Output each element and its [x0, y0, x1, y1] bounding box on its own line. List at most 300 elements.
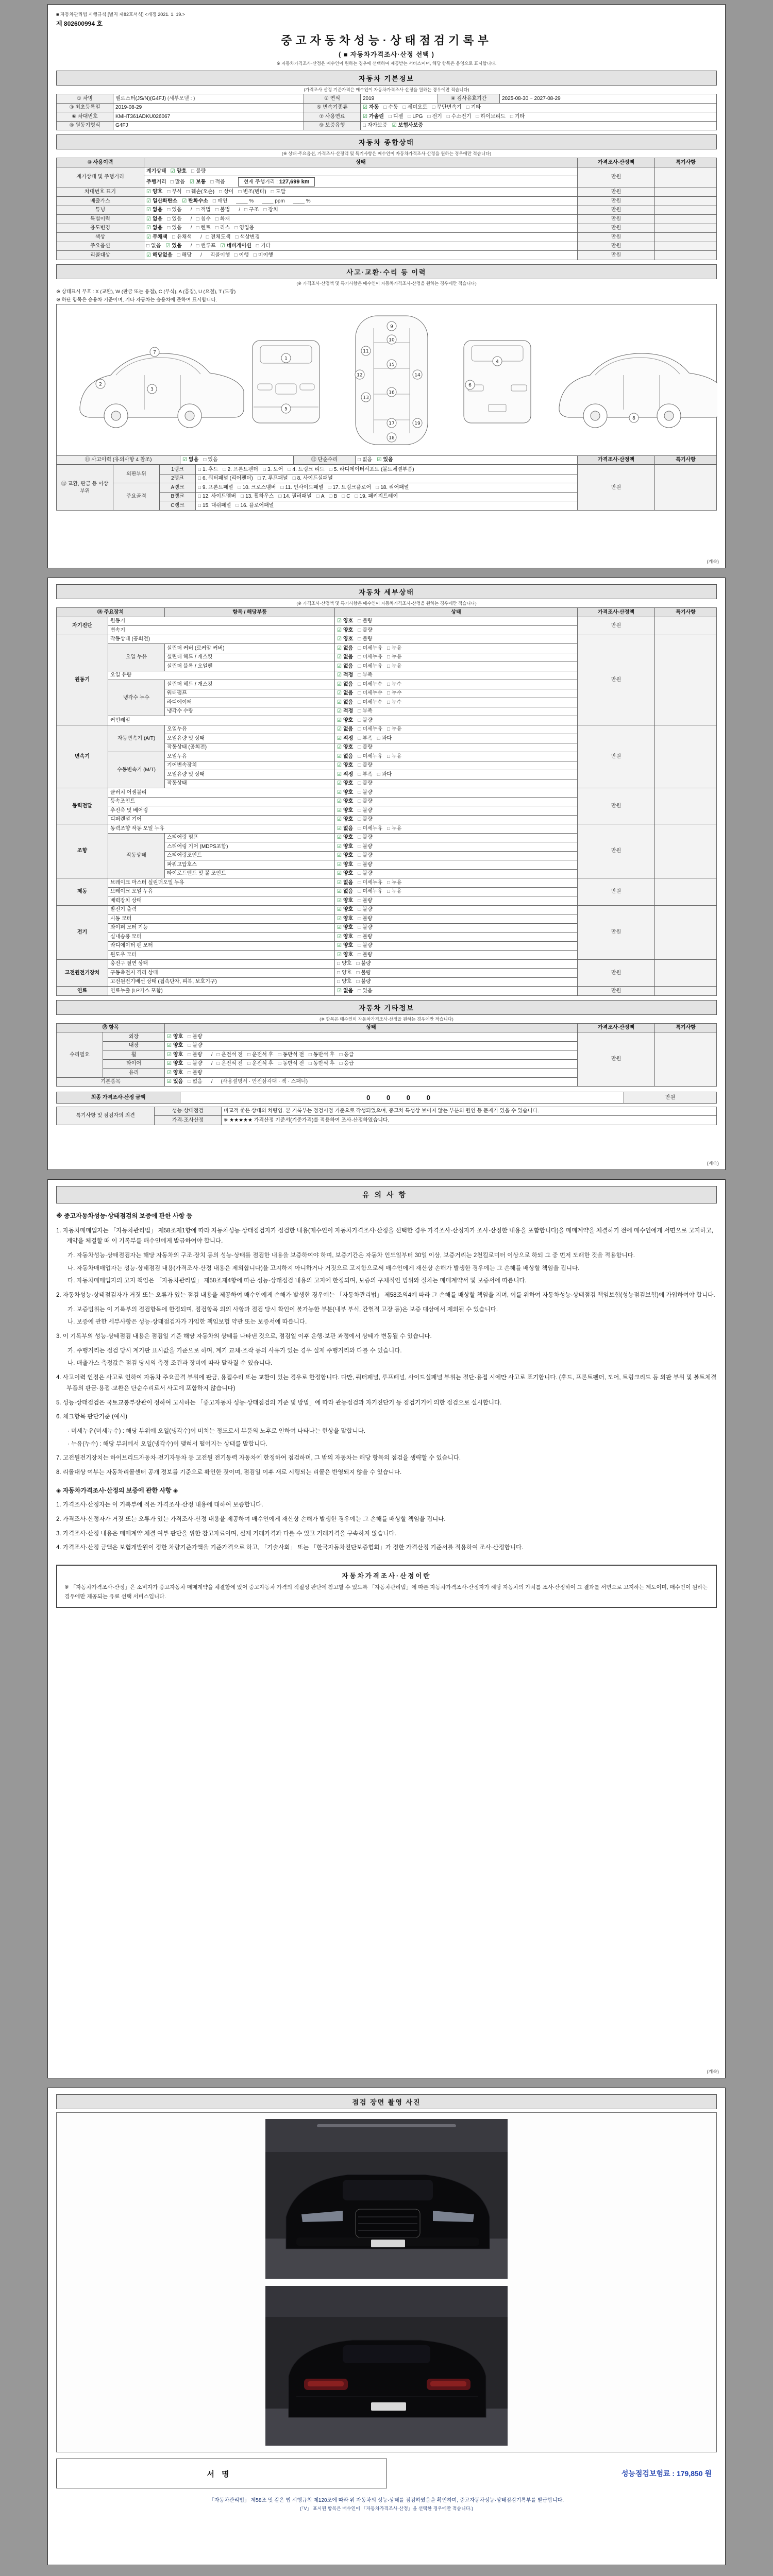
checkbox[interactable]: □ 화재	[215, 216, 230, 222]
panel-items	[196, 474, 578, 483]
rank-label: B랭크	[160, 492, 196, 501]
checkbox[interactable]: □ 4. 트렁크 리드	[288, 466, 325, 472]
checkbox[interactable]: □ 부족	[358, 672, 373, 678]
checkbox[interactable]: □ 불량	[191, 168, 206, 174]
checkbox[interactable]: □ 불량	[358, 781, 373, 786]
checkbox[interactable]: □ 부족	[358, 771, 373, 777]
field-value: KMHT361ADKU026067	[113, 112, 304, 122]
checkbox[interactable]: □ 불량	[356, 961, 371, 967]
checkbox[interactable]: □ 19. 패키지트레이	[355, 494, 398, 500]
state-cell	[144, 176, 578, 188]
state-cell	[335, 969, 578, 978]
item-label: 윈도우 모터	[108, 951, 335, 960]
checkbox[interactable]: □ 있음	[358, 988, 373, 994]
state-cell	[335, 869, 578, 878]
checkbox[interactable]: ☑ 없음	[337, 654, 354, 660]
checkbox[interactable]: □ 침수	[196, 216, 211, 222]
final-price-unit: 만원	[624, 1092, 717, 1104]
checkbox[interactable]: □ 무단변속기	[432, 105, 462, 110]
diagram-number: 19	[414, 421, 421, 427]
checkbox[interactable]: □ 미세누유	[358, 879, 382, 886]
checkbox[interactable]: □ 불량	[358, 807, 373, 814]
field-value: G4FJ	[113, 121, 304, 130]
field-value: 2019	[361, 94, 438, 104]
car-rear-view	[464, 341, 531, 423]
state-cell	[144, 197, 578, 206]
checkbox[interactable]: ☑ 양호	[337, 762, 354, 768]
checkbox[interactable]: ☑ 양호	[337, 934, 354, 940]
checkbox[interactable]: □ 자가보증	[363, 123, 388, 128]
checkbox[interactable]: □ 불량	[358, 717, 373, 723]
checkbox[interactable]: □ 11. 인사이드패널	[280, 484, 324, 490]
checkbox[interactable]: ☑ 없음	[337, 879, 354, 886]
checkbox[interactable]: ☑ 자동	[363, 105, 379, 110]
checkbox[interactable]: □ 많음	[170, 179, 186, 185]
checkbox[interactable]: □ 기타	[466, 105, 481, 110]
item-label: 오일누유	[165, 725, 335, 734]
inspector-opinion-table	[56, 1107, 717, 1125]
checkbox[interactable]: □ 장치	[263, 207, 278, 213]
column-header: 특기사항	[655, 608, 717, 617]
checkbox[interactable]: □ 세미오토	[402, 105, 428, 110]
checkbox[interactable]: ☑ 양호	[167, 1052, 183, 1058]
checkbox[interactable]: ☑ 양호	[337, 843, 354, 850]
checkbox[interactable]: □ 이행	[234, 252, 249, 258]
price-field: 만원	[578, 959, 655, 987]
checkbox[interactable]: ☑ 없음	[146, 216, 163, 222]
checkbox[interactable]: □ 운전석 후	[247, 1061, 274, 1066]
checkbox[interactable]: ☑ 없음	[337, 645, 354, 651]
checkbox[interactable]: □ 과다	[377, 771, 392, 777]
state-cell	[165, 1032, 578, 1042]
checkbox[interactable]: □ 부족	[358, 708, 373, 714]
checkbox[interactable]: □ 13. 휠하우스	[241, 494, 274, 500]
checkbox[interactable]: ☑ 적정	[337, 708, 354, 714]
checkbox[interactable]: ☑ 양호	[337, 952, 354, 958]
checkbox[interactable]: ☑ 없음	[337, 825, 354, 832]
checkbox[interactable]: ☑ 일산화탄소	[146, 198, 178, 204]
field-label: ② 연식	[304, 94, 361, 104]
checkbox[interactable]: □ 불량	[358, 853, 373, 858]
comprehensive-table	[56, 158, 717, 260]
checkbox[interactable]: □ 누유	[387, 889, 402, 894]
checkbox[interactable]: ☑ 양호	[337, 916, 354, 922]
checkbox[interactable]: □ 1. 후드	[198, 466, 219, 472]
checkbox[interactable]: ☑ 양호	[337, 618, 354, 624]
checkbox[interactable]: □ 없음	[188, 1079, 203, 1084]
checkbox[interactable]: □ 불량	[358, 618, 373, 624]
checkbox[interactable]: ☑ 무채색	[146, 234, 167, 240]
checkbox[interactable]: □ 없음	[146, 243, 161, 249]
item-label: 오일누유	[165, 752, 335, 761]
note-field	[655, 465, 717, 511]
checkbox[interactable]: □ 동반석 후	[308, 1061, 335, 1066]
checkbox[interactable]: ☑ 가솔린	[363, 113, 384, 120]
checkbox[interactable]: ☑ 탄화수소	[182, 198, 208, 204]
checkbox[interactable]: □ 렌트	[196, 225, 211, 231]
checkbox[interactable]: □ 불량	[358, 799, 373, 804]
checkbox[interactable]: □ 동반석 전	[278, 1061, 304, 1066]
checkbox[interactable]: □ 불량	[358, 952, 373, 958]
inspection-photo-front	[265, 2119, 508, 2279]
checkbox[interactable]: □ 미세누유	[358, 753, 382, 759]
notes-item: 4. 사고이력 인정은 사고로 인하여 자동차 주요골격 부위에 판금, 용접수리 또는 교환이 있는 경우로 한정합니다. 다만, 쿼터패널, 루프패널, 사이드실패널 부위는 절단·용접 시에만 사고로 표기합니다. (후드, 프론트펜더, 도어, 트렁크리드 등 외판 부위 및 볼트체결 부품의 판금·용접·교환은 단순수리로서 사고에 포함하지 않습니다)	[56, 1375, 717, 1392]
checkbox[interactable]: ☑ 양호	[337, 861, 354, 868]
row-label: 차대번호 표기	[57, 188, 144, 197]
checkbox[interactable]: □ 누수	[387, 699, 402, 705]
checkbox[interactable]: □ 미세누수	[358, 681, 382, 687]
state-cell	[165, 1077, 578, 1087]
device-label: 자기진단	[57, 617, 108, 635]
checkbox[interactable]: ☑ 네비게이션	[220, 243, 251, 249]
item-label: 오일유량 및 상태	[165, 734, 335, 743]
notes-item: 가. 보증범위는 이 기록부의 점검항목에 한정되며, 점검항목 외의 사항과 점검 당시 확인이 불가능한 부분(내부 부식, 간헐적 고장 등)은 보증 대상에서 제외될 수 있습니다.	[68, 1306, 498, 1313]
state-cell	[335, 644, 578, 653]
field-value	[361, 112, 717, 122]
checkbox[interactable]: □ 있음	[167, 225, 182, 231]
checkbox[interactable]: □ 불량	[358, 943, 373, 948]
checkbox[interactable]: □ 8. 사이드실패널	[292, 476, 333, 482]
checkbox[interactable]: □ 누유	[387, 753, 402, 759]
opinion-label: 특기사항 및 점검자의 의견	[57, 1107, 155, 1125]
checkbox[interactable]: □ 미세누유	[358, 726, 382, 732]
device-label: 조향	[57, 824, 108, 878]
checkbox[interactable]: □ 16. 플로어패널	[236, 502, 274, 509]
checkbox[interactable]: □ A	[316, 494, 325, 500]
device-label: 연료	[57, 987, 108, 996]
checkbox[interactable]: □ 구조	[244, 207, 259, 213]
checkbox[interactable]: □ 미이행	[253, 252, 273, 258]
checkbox[interactable]: □ 매연	[212, 198, 228, 204]
checkbox[interactable]: □ 18. 리어패널	[376, 484, 409, 490]
device-label: 제동	[57, 878, 108, 906]
checkbox[interactable]: □ 없음	[358, 457, 373, 463]
notes-body	[56, 1211, 717, 1553]
note-field	[655, 188, 717, 197]
checkbox[interactable]: □ 누유	[387, 825, 402, 832]
section-accident-title: 사고·교환·수리 등 이력	[56, 264, 717, 279]
checkbox[interactable]: □ 미세누수	[358, 690, 382, 696]
checkbox[interactable]: □ 불량	[188, 1061, 203, 1066]
checkbox[interactable]: □ 해당	[177, 252, 192, 258]
diagram-number: 1	[284, 356, 288, 362]
notes-item: 나. 자동차매매업자는 성능·상태점검 내용(가격조사·산정 내용은 제외합니다)을 고지하지 아니하거나 거짓으로 고지함으로써 매수인에게 재산상 손해가 발생한 경우에는 그 손해를 배상할 책임을 집니다.	[68, 1265, 580, 1272]
checkbox[interactable]: □ 변조(변타)	[238, 189, 266, 195]
checkbox[interactable]: ☑ 있음	[377, 457, 393, 463]
page-3	[47, 1179, 726, 2078]
checkbox[interactable]: □ 썬루프	[196, 243, 216, 249]
checkbox[interactable]: ☑ 없음	[146, 225, 163, 231]
checkbox[interactable]: □ 미세누유	[358, 889, 382, 894]
section-basic-title: 자동차 기본정보	[56, 71, 717, 86]
checkbox[interactable]: ☑ 양호	[337, 897, 354, 904]
exchange-section-label: ⑬ 교환, 판금 등 이상 부위	[57, 465, 113, 511]
checkbox[interactable]: ☑ 없음	[337, 753, 354, 759]
state-cell	[335, 626, 578, 635]
checkbox[interactable]: □ 양호	[337, 970, 352, 976]
page-continue-marker: (계속)	[707, 559, 719, 564]
state-cell	[180, 455, 294, 465]
checkbox[interactable]: ☑ 양호	[337, 835, 354, 840]
checkbox[interactable]: □ 전체도색	[206, 234, 231, 240]
checkbox[interactable]: □ 7. 루프패널	[257, 476, 288, 482]
checkbox[interactable]: ☑ 양호	[337, 943, 354, 948]
item-label: 오일 유량	[108, 671, 335, 680]
checkbox[interactable]: □ 미세누수	[358, 699, 382, 705]
checkbox[interactable]: □ 불량	[188, 1033, 203, 1040]
checkbox[interactable]: □ 3. 도어	[262, 466, 283, 472]
note-field	[655, 233, 717, 242]
note-field	[655, 878, 717, 906]
checkbox[interactable]: ☑ 양호	[170, 168, 187, 174]
checkbox[interactable]: ☑ 양호	[167, 1043, 183, 1048]
checkbox[interactable]: □ 있음	[203, 457, 218, 463]
item-label: 변속기	[108, 626, 335, 635]
item-label: 스티어링조인트	[165, 851, 335, 860]
checkbox[interactable]: □ 불량	[358, 897, 373, 904]
checkbox[interactable]: □ 디젤	[388, 113, 404, 120]
checkbox[interactable]: □ 누유	[387, 726, 402, 732]
section-misc-title: 자동차 기타정보	[56, 1000, 717, 1015]
checkbox[interactable]: □ 동반석 전	[278, 1052, 304, 1058]
checkbox[interactable]: □ 불량	[358, 789, 373, 795]
checkbox[interactable]: ☑ 있음	[167, 1079, 183, 1084]
checkbox[interactable]: ☑ 양호	[337, 907, 354, 912]
notes-item: 3. 가격조사·산정 내용은 매매계약 체결 여부 판단을 위한 참고자료이며, 실제 거래가격과 다를 수 있고 거래가격을 구속하지 않습니다.	[56, 1530, 396, 1537]
checkbox[interactable]: □ 17. 트렁크플로어	[328, 484, 372, 490]
checkbox[interactable]: □ 불량	[358, 934, 373, 940]
accident-history-label: ⑪ 사고이력 (유의사항 4 참조)	[57, 455, 180, 465]
note-field	[655, 824, 717, 878]
state-cell	[335, 951, 578, 960]
checkbox[interactable]: □ 미세누유	[358, 654, 382, 660]
section-comprehensive	[56, 134, 717, 260]
state-cell	[144, 206, 578, 215]
checkbox[interactable]: □ 수동	[383, 105, 398, 110]
checkbox[interactable]: □ 동반석 후	[308, 1052, 335, 1058]
checkbox[interactable]: ☑ 양호	[337, 636, 354, 642]
final-price-label: 최종 가격조사·산정 금액	[57, 1092, 180, 1104]
diagram-number: 18	[389, 435, 395, 441]
text-token: /	[211, 1061, 213, 1066]
checkbox[interactable]: □ 9. 프론트패널	[198, 484, 233, 490]
checkbox[interactable]: □ 불량	[188, 1070, 203, 1076]
checkbox[interactable]: □ 12. 사이드멤버	[198, 494, 237, 500]
checkbox[interactable]: □ C	[342, 494, 350, 500]
checkbox[interactable]: □ 불량	[358, 907, 373, 912]
checkbox[interactable]: ☑ 없음	[337, 889, 354, 894]
checkbox[interactable]: ☑ 보험사보증	[392, 123, 423, 128]
checkbox[interactable]: ☑ 해당없음	[146, 252, 173, 258]
checkbox[interactable]: □ 미세누유	[358, 663, 382, 669]
checkbox[interactable]: □ 6. 쿼터패널 (리어펜더)	[198, 476, 253, 482]
checkbox[interactable]: □ 누유	[387, 879, 402, 886]
checkbox[interactable]: □ B	[329, 494, 338, 500]
text-token: /	[190, 207, 192, 213]
price-field: 만원	[578, 725, 655, 788]
checkbox[interactable]: □ 불량	[358, 636, 373, 642]
checkbox[interactable]: ☑ 양호	[337, 781, 354, 786]
checkbox[interactable]: □ 양호	[337, 961, 352, 967]
state-cell	[335, 752, 578, 761]
price-field: 만원	[578, 167, 655, 188]
item-label: 실린더 헤드 / 개스킷	[165, 653, 335, 662]
checkbox[interactable]: □ 도말	[271, 189, 286, 195]
checkbox[interactable]: □ 양호	[337, 979, 352, 985]
item-label: 작동상태 (공회전)	[165, 743, 335, 752]
checkbox[interactable]: □ 불량	[188, 1043, 203, 1048]
checkbox[interactable]: □ 불량	[358, 817, 373, 822]
checkbox[interactable]: ☑ 양호	[337, 817, 354, 822]
checkbox[interactable]: ☑ 양호	[337, 925, 354, 930]
column-header: 특기사항	[655, 1023, 717, 1032]
checkbox[interactable]: □ 색상변경	[235, 234, 260, 240]
checkbox[interactable]: ☑ 양호	[337, 627, 354, 633]
notes-item: 1. 자동차매매업자는 「자동차관리법」 제58조제1항에 따라 자동차성능·상태점검자가 점검한 내용(매수인이 자동차가격조사·산정을 선택한 경우 가격조사·산정자가 조사·산정한 내용을 포함합니다)을 매매계약을 체결하기 전에 매수인에게 서면으로 고지하고, 계약을 체결할 때 이 기록부를 매수인에게 발급하여야 합니다.	[56, 1227, 713, 1245]
checkbox[interactable]: □ 누유	[387, 645, 402, 651]
checkbox[interactable]: □ 14. 필러패널	[278, 494, 312, 500]
checkbox[interactable]: ☑ 적정	[337, 771, 354, 777]
checkbox[interactable]: ☑ 없음	[337, 699, 354, 705]
car-side-left-view	[80, 353, 244, 428]
checkbox[interactable]: ☑ 있음	[165, 243, 182, 249]
state-cell	[335, 842, 578, 852]
checkbox[interactable]: □ 부족	[358, 735, 373, 741]
checkbox[interactable]: □ 전기	[427, 113, 442, 120]
item-label: 오일유량 및 상태	[165, 770, 335, 779]
item-label: 타이로드엔드 및 볼 조인트	[165, 869, 335, 878]
row-label: 용도변경	[57, 224, 144, 233]
checkbox[interactable]: □ 5. 라디에이터서포트 (볼트체결부품)	[329, 466, 414, 472]
checkbox[interactable]: □ 불량	[358, 843, 373, 850]
column-header: ⑮ 항목	[57, 1023, 165, 1032]
checkbox[interactable]: □ 운전석 전	[216, 1061, 243, 1066]
diagram-number: 14	[414, 372, 421, 378]
checkbox[interactable]: □ 기타	[256, 243, 271, 249]
checkbox[interactable]: □ 미세누유	[358, 825, 382, 832]
checkbox[interactable]: □ 불량	[358, 744, 373, 750]
checkbox[interactable]: □ 불량	[358, 627, 373, 633]
checkbox[interactable]: □ 불량	[358, 762, 373, 768]
checkbox[interactable]: □ 불량	[358, 871, 373, 876]
item-label: 실린더 블록 / 오일팬	[165, 662, 335, 671]
checkbox[interactable]: ☑ 양호	[337, 853, 354, 858]
checkbox[interactable]: □ 있음	[167, 216, 182, 222]
section-photos-title: 점검 장면 촬영 사진	[56, 2094, 717, 2109]
checkbox[interactable]: ☑ 양호	[337, 799, 354, 804]
checkbox[interactable]: □ 누수	[387, 681, 402, 687]
checkbox[interactable]: □ 하이브리드	[476, 113, 506, 120]
checkbox[interactable]: ☑ 양호	[167, 1061, 183, 1066]
checkbox[interactable]: ☑ 양호	[337, 807, 354, 814]
state-mark-legend: ※ 상태표시 부호 : X (교환), W (판금 또는 용접), C (부식), A (흠집), U (요철), T (도장)	[56, 289, 236, 295]
checkbox[interactable]: □ 불량	[188, 1052, 203, 1058]
notes-item: 3. 이 기록부의 성능·상태점검 내용은 점검일 기준 해당 자동차의 상태를 나타낸 것으로, 점검일 이후 운행·보관 과정에서 상태가 변동될 수 있습니다.	[56, 1333, 432, 1340]
checkbox[interactable]: □ 상이	[219, 189, 234, 195]
checkbox[interactable]: ☑ 양호	[337, 717, 354, 723]
checkbox[interactable]: □ 응급	[339, 1052, 354, 1058]
checkbox[interactable]: ☑ 양호	[167, 1070, 183, 1076]
checkbox[interactable]: □ 적음	[210, 179, 225, 185]
checkbox[interactable]: □ 미세누유	[358, 645, 382, 651]
checkbox[interactable]: □ 2. 프론트펜더	[223, 466, 258, 472]
checkbox[interactable]: ☑ 적정	[337, 735, 354, 741]
price-survey-definition-text: ※ 「자동차가격조사·산정」은 소비자가 중고자동차 매매계약을 체결함에 있어 중고자동차 가격의 적절성 판단에 참고할 수 있도록 「자동차관리법」에 따른 자동차가격조사·산정자가 해당 자동차의 가치를 조사·산정하여 그 결과를 서면으로 고지하는 제도이며, 매수인이 원하는 경우에만 제공되는 유료 선택 서비스입니다.	[64, 1584, 708, 1600]
notes-item: 나. 보증에 관한 세부사항은 성능·상태점검자가 가입한 책임보험 약관 또는 보증서에 따릅니다.	[68, 1319, 307, 1326]
item-label: 커먼레일	[108, 716, 335, 725]
checkbox[interactable]: □ 과다	[377, 735, 392, 741]
price-field: 만원	[578, 215, 655, 224]
checkbox[interactable]: □ 누수	[387, 690, 402, 696]
checkbox[interactable]: ☑ 양호	[167, 1033, 183, 1040]
checkbox[interactable]: ☑ 없음	[337, 681, 354, 687]
checkbox[interactable]: □ 리스	[215, 225, 230, 231]
state-cell	[144, 224, 578, 233]
checkbox[interactable]: □ 15. 대쉬패널	[198, 502, 231, 509]
checkbox[interactable]: □ 불량	[356, 979, 371, 985]
state-cell	[335, 689, 578, 698]
detail-state-table	[56, 607, 717, 996]
checkbox[interactable]: □ LPG	[408, 113, 423, 120]
checkbox[interactable]: □ 불량	[358, 861, 373, 868]
state-cell	[335, 878, 578, 888]
text-token: ____ %	[236, 198, 254, 204]
checkbox[interactable]: ☑ 양호	[337, 789, 354, 795]
checkbox[interactable]: □ 누유	[387, 654, 402, 660]
checkbox[interactable]: □ 훼손(오손)	[186, 189, 215, 195]
checkbox[interactable]: □ 10. 크로스멤버	[238, 484, 276, 490]
checkbox[interactable]: □ 있음	[167, 207, 182, 213]
checkbox[interactable]: ☑ 양호	[146, 189, 163, 195]
checkbox[interactable]: ☑ 없음	[146, 207, 163, 213]
checkbox[interactable]: ☑ 없음	[337, 690, 354, 696]
row-label: 외장	[103, 1032, 165, 1042]
field-value	[361, 121, 717, 130]
text-token: ____ ppm	[262, 198, 285, 204]
checkbox[interactable]: □ 부식	[167, 189, 182, 195]
checkbox[interactable]: ☑ 보통	[190, 179, 206, 185]
checkbox[interactable]: ☑ 없음	[337, 726, 354, 732]
checkbox[interactable]: □ 영업용	[234, 225, 255, 231]
checkbox[interactable]: □ 수소전기	[446, 113, 472, 120]
checkbox[interactable]: □ 운전석 전	[216, 1052, 243, 1058]
state-cell	[335, 680, 578, 689]
checkbox[interactable]: □ 불법	[215, 207, 230, 213]
checkbox[interactable]: ☑ 양호	[337, 871, 354, 876]
checkbox[interactable]: □ 누유	[387, 663, 402, 669]
checkbox[interactable]: □ 불량	[358, 925, 373, 930]
checkbox[interactable]: ☑ 없음	[337, 988, 354, 994]
signature-box[interactable]	[56, 2459, 387, 2488]
checkbox[interactable]: □ 운전석 후	[247, 1052, 274, 1058]
column-header: 상태	[335, 608, 578, 617]
notes-title: 유의사항	[56, 1186, 717, 1204]
checkbox[interactable]: □ 불량	[358, 835, 373, 840]
checkbox[interactable]: □ 불량	[358, 916, 373, 922]
checkbox[interactable]: ☑ 없음	[182, 457, 199, 463]
field-value	[361, 103, 717, 112]
basic-info-table	[56, 94, 717, 130]
checkbox[interactable]: □ 응급	[339, 1061, 354, 1066]
checkbox[interactable]: □ 적법	[196, 207, 211, 213]
checkbox[interactable]: ☑ 없음	[337, 663, 354, 669]
checkbox[interactable]: □ 유채색	[172, 234, 192, 240]
checkbox[interactable]: ☑ 양호	[337, 744, 354, 750]
checkbox[interactable]: □ 불량	[356, 970, 371, 976]
checkbox[interactable]: ☑ 적정	[337, 672, 354, 678]
page-1	[47, 4, 726, 568]
checkbox[interactable]: □ 기타	[510, 113, 525, 120]
